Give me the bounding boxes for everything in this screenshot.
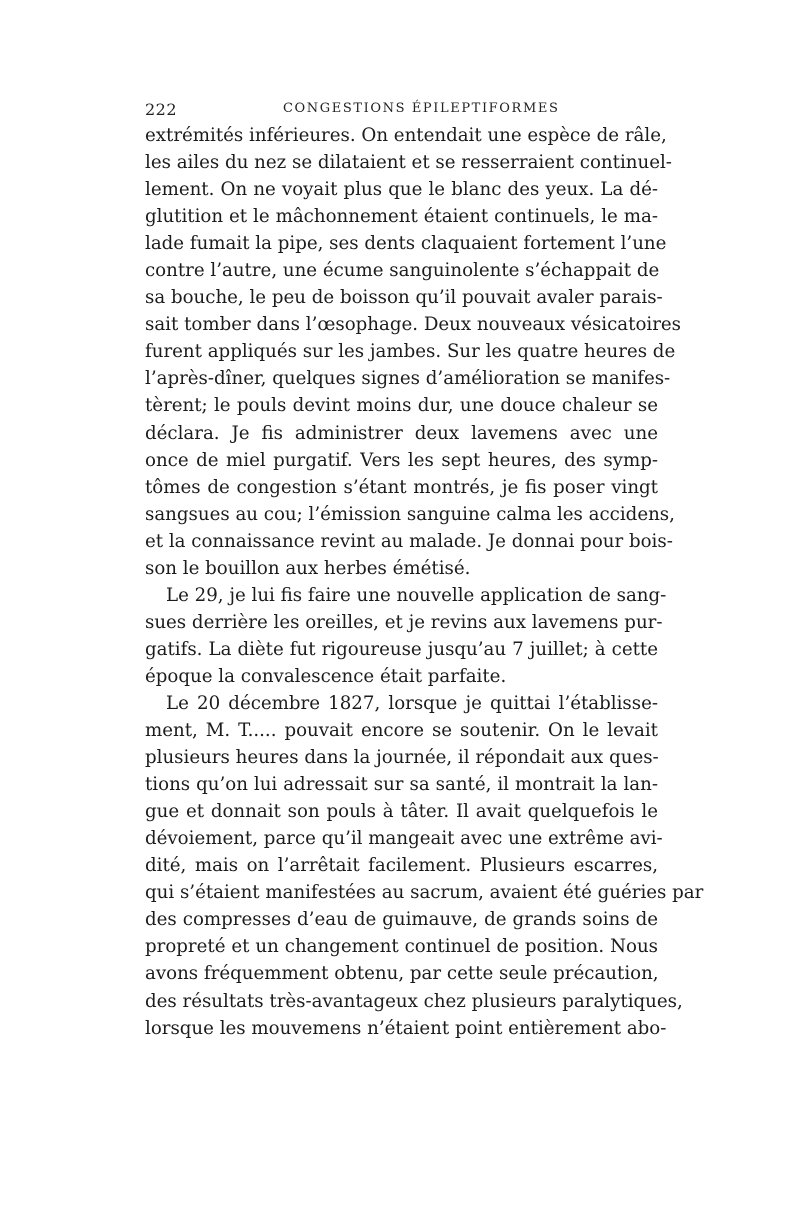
running-title: CONGESTIONS ÉPILEPTIFORMES [283,101,560,116]
text-line: lorsque les mouvemens n’étaient point entièrement abo- [145,1017,667,1039]
text-line: propreté et un changement continuel de position. Nous [145,936,658,958]
text-line: glutition et le mâchonnement étaient continuels, le ma- [145,206,658,228]
text-line: des compresses d’eau de guimauve, de grands soins de [145,909,658,931]
text-line: des résultats très-avantageux chez plusieurs paralytiques, [145,990,683,1012]
text-line: lade fumait la pipe, ses dents claquaient fortement l’une [145,233,667,255]
text-line: Le 29, je lui fis faire une nouvelle application de sang- [166,584,667,606]
text-line: tions qu’on lui adressait sur sa santé, il montrait la lan- [145,774,658,796]
text-line: tèrent; le pouls devint moins dur, une douce chaleur se [145,395,658,417]
text-line: furent appliqués sur les jambes. Sur les quatre heures de [145,341,676,363]
text-line: tômes de congestion s’étant montrés, je fis poser vingt [145,476,658,498]
text-line: contre l’autre, une écume sanguinolente s’échappait de [145,260,660,282]
text-line: sues derrière les oreilles, et je revins aux lavemens pur- [145,611,663,633]
text-line: son le bouillon aux herbes émétisé. [145,557,471,579]
text-line: gue et donnait son pouls à tâter. Il avait quelquefois le [145,801,658,823]
text-line: sa bouche, le peu de boisson qu’il pouvait avaler parais- [145,287,663,309]
text-line: déclara. Je fis administrer deux lavemens avec une [145,422,658,444]
body-text [145,122,704,1042]
text-line: avons fréquemment obtenu, par cette seule précaution, [145,963,659,985]
text-line: qui s’étaient manifestées au sacrum, avaient été guéries par [145,882,704,904]
text-line: dévoiement, parce qu’il mangeait avec une extrême avi- [145,828,663,850]
text-line: sait tomber dans l’œsophage. Deux nouveaux vésicatoires [145,314,682,336]
text-line: Le 20 décembre 1827, lorsque je quittai l’établisse- [166,692,658,714]
text-line: sangsues au cou; l’émission sanguine calma les accidens, [145,503,675,525]
text-line: les ailes du nez se dilataient et se resserraient continuel- [145,152,672,174]
text-line: gatifs. La diète fut rigoureuse jusqu’au 7 juillet; à cette [145,638,658,660]
page-number: 222 [145,100,178,119]
text-line: extrémités inférieures. On entendait une espèce de râle, [145,125,667,146]
text-line: et la connaissance revint au malade. Je donnai pour bois- [145,530,673,552]
text-line: lement. On ne voyait plus que le blanc des yeux. La dé- [145,179,658,201]
text-line: plusieurs heures dans la journée, il répondait aux ques- [145,747,659,769]
text-line: dité, mais on l’arrêtait facilement. Plusieurs escarres, [145,855,658,877]
text-line: époque la convalescence était parfaite. [145,665,507,687]
text-line: l’après-dîner, quelques signes d’amélioration se manifes- [145,368,671,390]
text-line: once de miel purgatif. Vers les sept heures, des symp- [145,449,658,471]
text-line: ment, M. T..... pouvait encore se soutenir. On le levait [145,720,658,742]
